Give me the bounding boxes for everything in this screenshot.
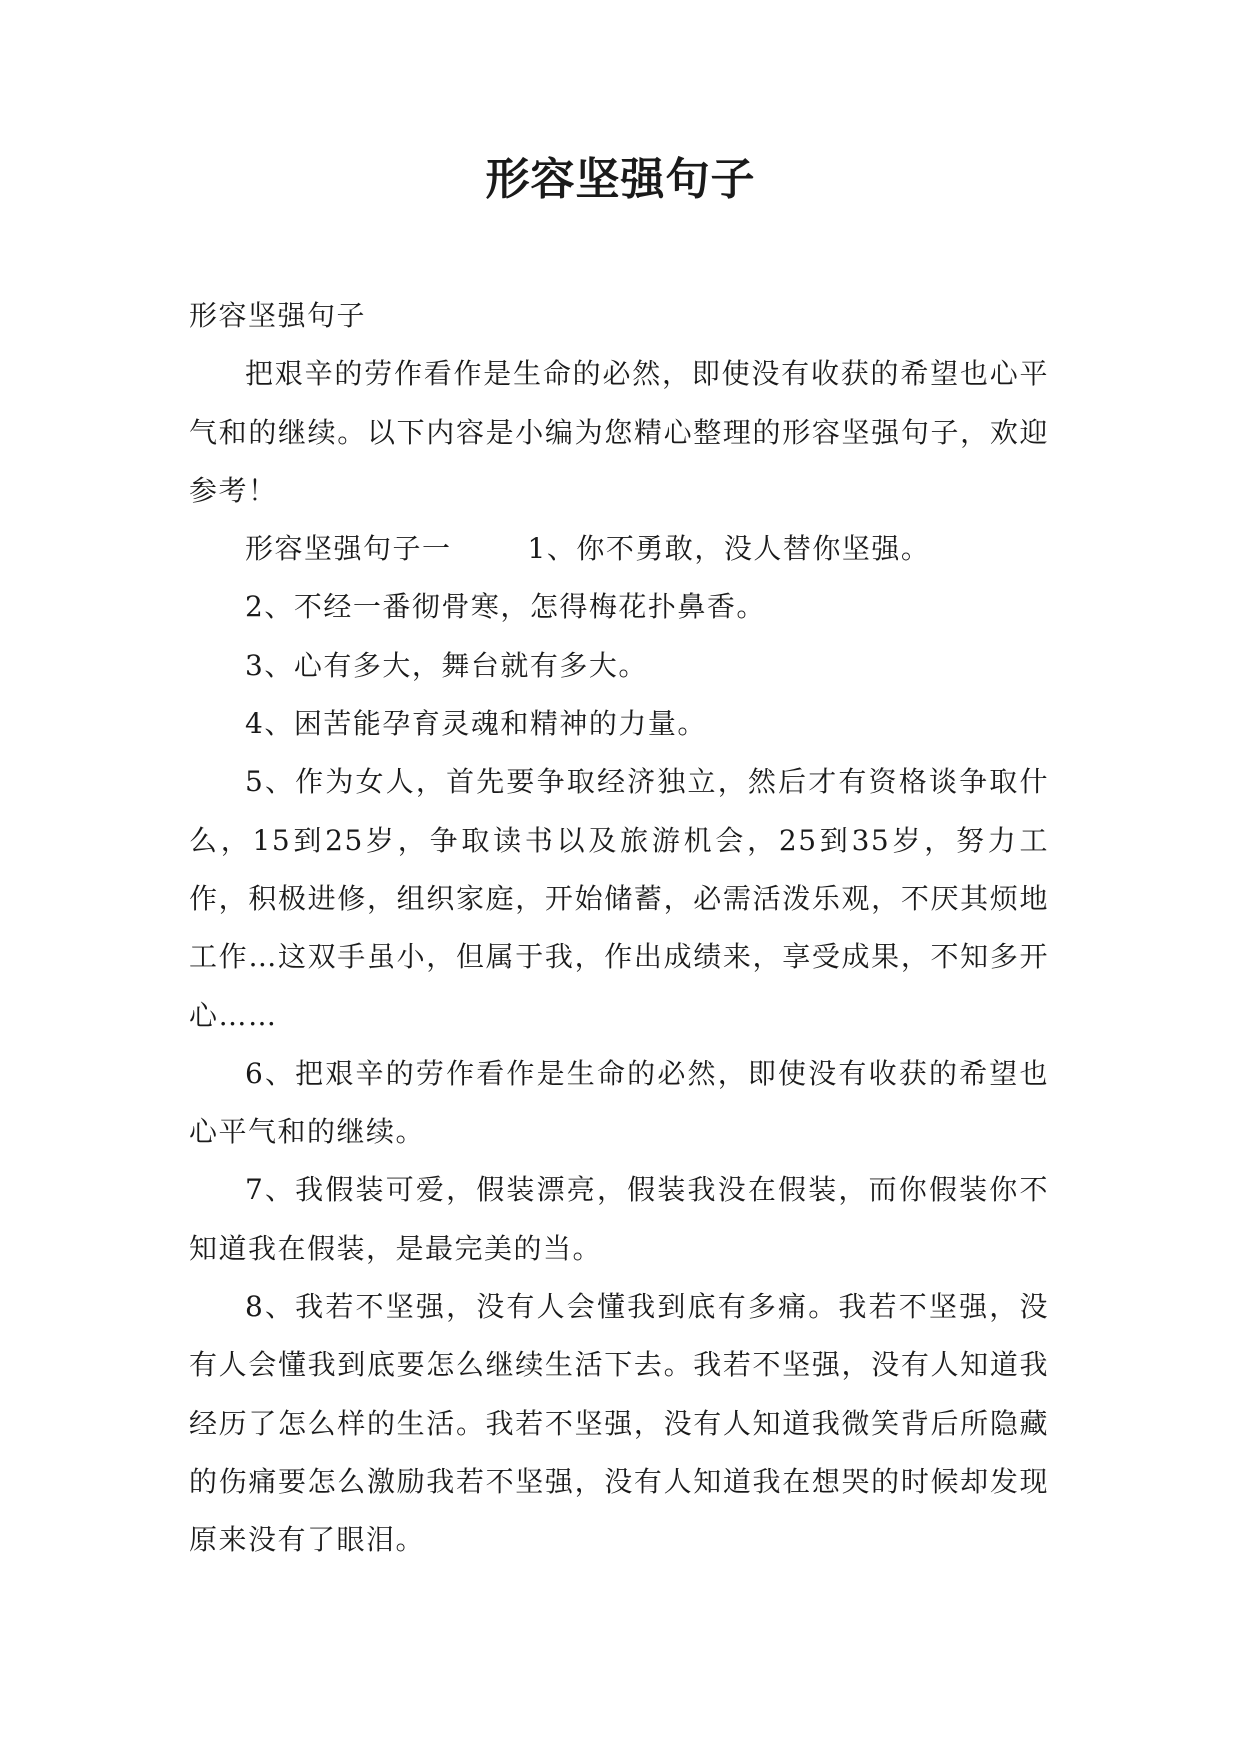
section-heading: 形容坚强句子一 [245,532,452,566]
document-title: 形容坚强句子 [485,154,756,205]
section-heading-paragraph [189,520,1049,578]
sentence-item-7: 7、我假装可爱，假装漂亮，假装我没在假装，而你假装你不知道我在假装，是最完美的当。 [189,1173,1049,1265]
document-body [189,287,1049,1570]
sentence-item-8: 8、我若不坚强，没有人会懂我到底有多痛。我若不坚强，没有人会懂我到底要怎么继续生活下去。我若不坚强，没有人知道我经历了怎么样的生活。我若不坚强，没有人知道我微笑背后所隐藏的伤痛要怎么激励我若不坚强，没有人知道我在想哭的时候却发现原来没有了眼泪。 [189,1290,1049,1557]
sentence-item-6: 6、把艰辛的劳作看作是生命的必然，即使没有收获的希望也心平气和的继续。 [189,1056,1049,1149]
sentence-item-1: 1、你不勇敢，没人替你坚强。 [527,532,931,566]
subtitle-paragraph: 形容坚强句子 [189,299,367,332]
sentence-item-3: 3、心有多大，舞台就有多大。 [245,648,648,682]
sentence-item-2: 2、不经一番彻骨寒，怎得梅花扑鼻香。 [245,590,766,624]
sentence-item-4: 4、困苦能孕育灵魂和精神的力量。 [245,707,707,741]
intro-paragraph: 把艰辛的劳作看作是生命的必然，即使没有收获的希望也心平气和的继续。以下内容是小编为您精心整理的形容坚强句子，欢迎参考！ [189,357,1049,507]
sentence-item-5: 5、作为女人，首先要争取经济独立，然后才有资格谈争取什么，15到25岁，争取读书以及旅游机会，25到35岁，努力工作，积极进修，组织家庭，开始储蓄，必需活泼乐观，不厌其烦地工作…这双手虽小，但属于我，作出成绩来，享受成果，不知多开心…… [189,765,1049,1032]
